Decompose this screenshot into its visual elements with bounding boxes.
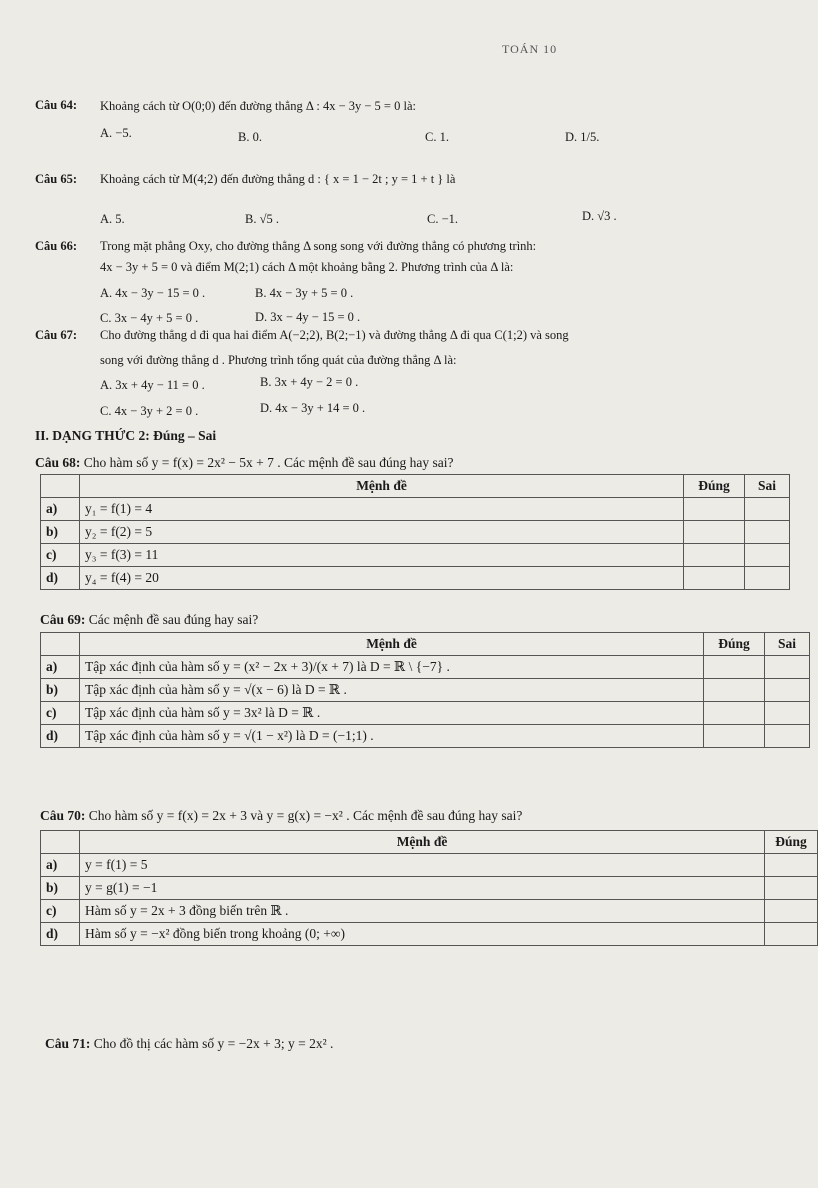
option-a: A. 3x + 4y − 11 = 0 . [100,378,205,392]
table-row: a) y = f(1) = 5 [41,854,818,877]
false-cell[interactable] [765,702,810,725]
true-cell[interactable] [684,544,745,567]
question-text-line1: Trong mặt phẳng Oxy, cho đường thẳng Δ song song với đường thẳng có phương trình: [100,239,537,253]
true-false-table-69 [40,632,810,748]
table-row: d) Tập xác định của hàm số y = √(1 − x²) là D = (−1;1) . [41,725,810,748]
statement: Hàm số y = 2x + 3 đồng biến trên ℝ . [80,900,765,923]
header-false: Sai [765,633,810,656]
section-title: II. DẠNG THỨC 2: Đúng – Sai [35,428,217,443]
question-label: Câu 68: [35,455,81,470]
statement: y₂ = f(2) = 5 [80,521,684,544]
question-68-title [35,455,453,471]
option-d: D. 4x − 3y + 14 = 0 . [260,401,366,415]
true-cell[interactable] [765,877,818,900]
table-row: c) y₃ = f(3) = 11 [41,544,790,567]
option-d: D. √3 . [582,209,617,223]
option-a: A. 4x − 3y − 15 = 0 . [100,286,206,300]
true-cell[interactable] [704,702,765,725]
question-label: Câu 64: [35,98,78,112]
question-69-title [40,612,258,628]
option-c: C. 4x − 3y + 2 = 0 . [100,404,199,418]
option-b: B. √5 . [245,212,279,226]
statement: y₁ = f(1) = 4 [80,498,684,521]
true-cell[interactable] [765,923,818,946]
question-text-line1: Cho đường thẳng d đi qua hai điểm A(−2;2), B(2;−1) và đường thẳng Δ đi qua C(1;2) và song [100,328,569,342]
statement: Tập xác định của hàm số y = 3x² là D = ℝ . [80,702,704,725]
question-label: Câu 67: [35,328,78,342]
question-label: Câu 70: [40,808,86,823]
true-cell[interactable] [704,725,765,748]
table-row: d) y₄ = f(4) = 20 [41,567,790,590]
question-70-title [40,808,522,824]
page-header: TOÁN 10 [502,42,558,56]
true-cell[interactable] [684,521,745,544]
table-row: b) Tập xác định của hàm số y = √(x − 6) là D = ℝ . [41,679,810,702]
true-false-table-70 [40,830,818,946]
false-cell[interactable] [745,567,790,590]
true-false-table-68 [40,474,790,590]
question-text-line2: 4x − 3y + 5 = 0 và điểm M(2;1) cách Δ một khoảng bằng 2. Phương trình của Δ là: [100,260,514,274]
option-b: B. 4x − 3y + 5 = 0 . [255,286,354,300]
option-b: B. 3x + 4y − 2 = 0 . [260,375,359,389]
false-cell[interactable] [765,725,810,748]
table-row: b) y = g(1) = −1 [41,877,818,900]
question-text: Khoảng cách từ M(4;2) đến đường thẳng d : { x = 1 − 2t ; y = 1 + t } là [100,172,456,186]
false-cell[interactable] [765,656,810,679]
true-cell[interactable] [704,679,765,702]
option-d: D. 1/5. [565,130,600,144]
statement: y₄ = f(4) = 20 [80,567,684,590]
option-a: A. 5. [100,212,125,226]
true-cell[interactable] [765,854,818,877]
question-label: Câu 71: [45,1036,91,1051]
question-text-line2: song với đường thẳng d . Phương trình tổng quát của đường thẳng Δ là: [100,353,457,367]
statement: Tập xác định của hàm số y = (x² − 2x + 3)/(x + 7) là D = ℝ \ {−7} . [80,656,704,679]
header-true: Đúng [765,831,818,854]
question-text: Khoảng cách từ O(0;0) đến đường thẳng Δ : 4x − 3y − 5 = 0 là: [100,99,416,113]
table-row: a) y₁ = f(1) = 4 [41,498,790,521]
false-cell[interactable] [745,544,790,567]
true-cell[interactable] [684,567,745,590]
header-statement: Mệnh đề [80,831,765,854]
question-71-title [45,1036,333,1052]
header-true: Đúng [684,475,745,498]
header-statement: Mệnh đề [80,633,704,656]
header-statement: Mệnh đề [80,475,684,498]
question-label: Câu 66: [35,239,78,253]
option-b: B. 0. [238,130,262,144]
option-c: C. 3x − 4y + 5 = 0 . [100,311,199,325]
statement: Hàm số y = −x² đồng biến trong khoảng (0; +∞) [80,923,765,946]
option-a: A. −5. [100,126,132,140]
question-text: Cho hàm số y = f(x) = 2x² − 5x + 7 . Các mệnh đề sau đúng hay sai? [83,455,454,470]
header-true: Đúng [704,633,765,656]
question-text: Các mệnh đề sau đúng hay sai? [88,612,259,627]
question-text: Cho đồ thị các hàm số y = −2x + 3; y = 2x² . [93,1036,334,1051]
header-false: Sai [745,475,790,498]
table-row: a) Tập xác định của hàm số y = (x² − 2x + 3)/(x + 7) là D = ℝ \ {−7} . [41,656,810,679]
question-text: Cho hàm số y = f(x) = 2x + 3 và y = g(x) = −x² . Các mệnh đề sau đúng hay sai? [88,808,523,823]
true-cell[interactable] [684,498,745,521]
table-row: c) Tập xác định của hàm số y = 3x² là D = ℝ . [41,702,810,725]
false-cell[interactable] [745,521,790,544]
option-c: C. 1. [425,130,449,144]
question-label: Câu 69: [40,612,86,627]
table-row: c) Hàm số y = 2x + 3 đồng biến trên ℝ . [41,900,818,923]
statement: y = g(1) = −1 [80,877,765,900]
table-row: b) y₂ = f(2) = 5 [41,521,790,544]
true-cell[interactable] [765,900,818,923]
statement: y₃ = f(3) = 11 [80,544,684,567]
statement: y = f(1) = 5 [80,854,765,877]
table-row: d) Hàm số y = −x² đồng biến trong khoảng (0; +∞) [41,923,818,946]
statement: Tập xác định của hàm số y = √(1 − x²) là D = (−1;1) . [80,725,704,748]
true-cell[interactable] [704,656,765,679]
option-c: C. −1. [427,212,459,226]
option-d: D. 3x − 4y − 15 = 0 . [255,310,361,324]
false-cell[interactable] [765,679,810,702]
statement: Tập xác định của hàm số y = √(x − 6) là D = ℝ . [80,679,704,702]
false-cell[interactable] [745,498,790,521]
question-label: Câu 65: [35,172,78,186]
